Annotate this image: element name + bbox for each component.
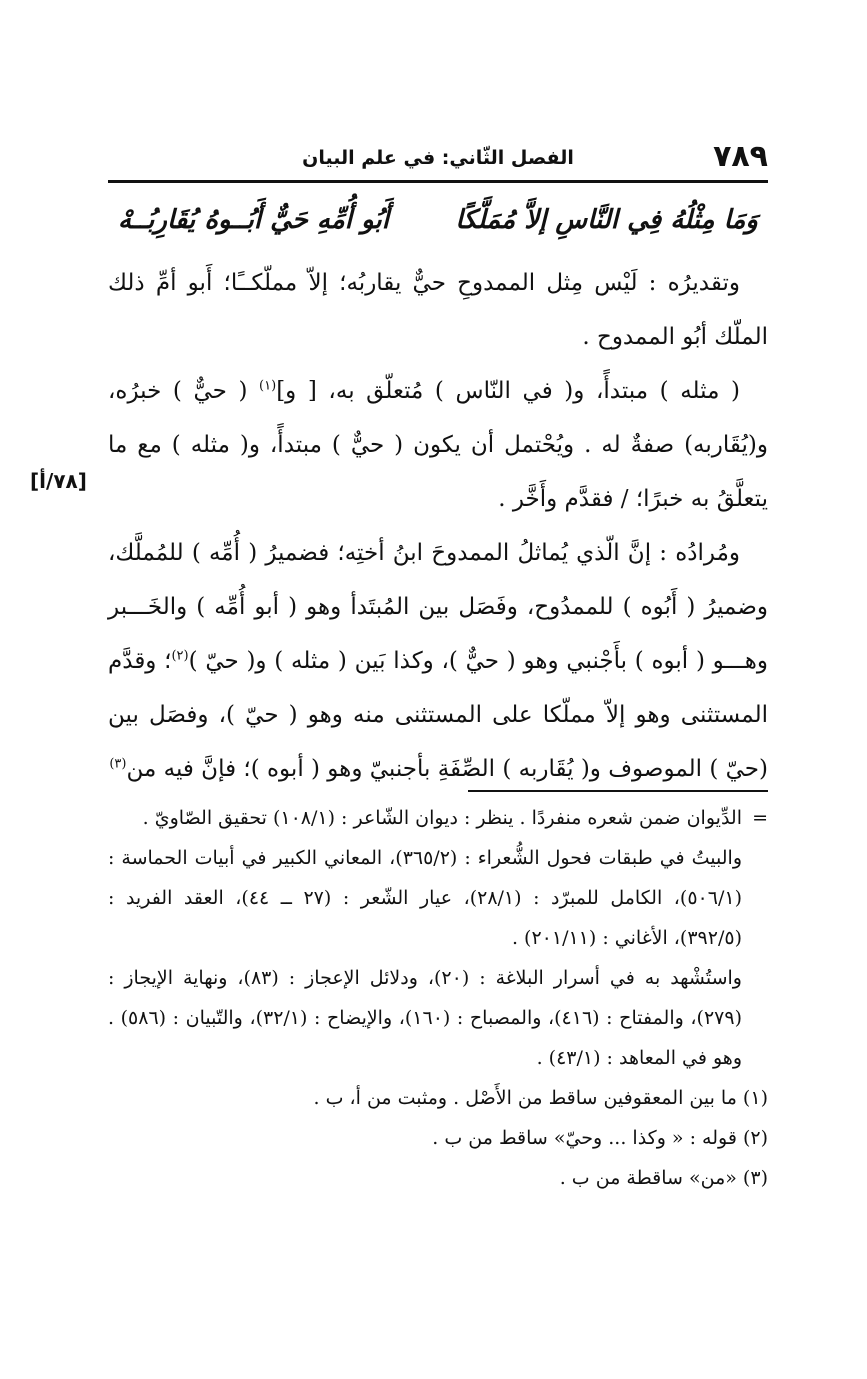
- paragraph: وتقديرُه : لَيْس مِثل الممدوحِ حيٌّ يقاربُه؛ إلاّ مملّكــًا؛ أَبو أمِّ ذلك الملّك أبُو الممدوح .: [108, 270, 768, 350]
- page-number: ٧٨٩: [713, 139, 768, 174]
- footnote-2: (٢) قوله : « وكذا ... وحيّ» ساقط من ب .: [432, 1127, 768, 1149]
- paragraph-text: ( مثله ) مبتدأً، و( في النّاس ) مُتعلّق به، [ و]: [276, 378, 740, 404]
- footnote-text: الدِّيوان ضمن شعره منفردًا . ينظر : ديوان الشّاعر : (١٠٨/١) تحقيق الصّاويّ .: [142, 807, 742, 829]
- chapter-title: الفصل الثّاني: في علم البيان: [302, 147, 574, 169]
- verse-second-hemistich: أَبُو أُمِّهِ حَيٌّ أَبُــوهُ يُقَارِبُــهْ: [118, 205, 389, 235]
- manuscript-folio-marker: [٧٨/أ]: [30, 469, 87, 493]
- header-divider: [108, 180, 768, 183]
- footnote-1: (١) ما بين المعقوفين ساقط من الأَصْل . ومثبت من أ، ب .: [313, 1087, 768, 1109]
- main-text: [108, 256, 768, 796]
- paragraph: [108, 364, 768, 526]
- paragraph-text: ( حيٌّ ) خبرُه، و(يُقَاربه) صفةٌ له . ويُحْتمل أن يكون ( حيٌّ ) مبتدأً، و( مثله ) مع ما يتعلَّقُ به خبرًا؛ / فقدَّم وأَخَّر .: [108, 378, 768, 512]
- footnote-text: والبيتُ في طبقات فحول الشُّعراء : (٣٦٥/٢)، المعاني الكبير في أبيات الحماسة : (٥٠٦/١)، الكامل للمبرّد : (٢٨/١)، عيار الشّعر : (٢٧ ــ ٤٤)، العقد الفريد : (٣٩٢/٥)، الأغاني : (٢٠١/١١) .: [108, 847, 742, 949]
- paragraph-text: ومُرادُه : إنَّ الّذي يُماثلُ الممدوحَ ابنُ أختِه؛ فضميرُ ( أُمِّه ) للمُملَّك، وضميرُ ( أَبُوه ) للممدُوح، وفَصَل بين المُبتَدأ وهو ( أبو أُمِّه ) والخَـــبر وهـــو ( أبوه ) بأَجْنبي وهو ( حيٌّ )، وكذا بَين ( مثله ) و( حيّ ): [108, 540, 768, 674]
- footnote-ref: (١): [259, 378, 277, 394]
- footnote-3: (٣) «من» ساقطة من ب .: [559, 1167, 768, 1189]
- footnote-ref: (٢): [171, 648, 189, 664]
- running-header: [108, 138, 768, 180]
- footnote-text: واستُشْهد به في أسرار البلاغة : (٢٠)، ودلائل الإعجاز : (٨٣)، ونهاية الإيجاز : (٢٧٩)، والمفتاح : (٤١٦)، والمصباح : (١٦٠)، والإيضاح : (٣٢/١)، والتّبيان : (٥٨٦) . وهو في المعاهد : (٤٣/١) .: [108, 967, 742, 1069]
- poetry-verse: [118, 196, 758, 244]
- paragraph: [108, 526, 768, 796]
- footnote-ref: (٣): [109, 756, 127, 772]
- footnote-divider: [468, 790, 768, 792]
- paragraph-text: ؛ وقدَّم المستثنى وهو إلاّ مملّكا على المستثنى منه وهو ( حيّ )، وفصَل بين (حيّ ) الموصوف و( يُقَاربه ) الصِّفَةِ بأجنبيّ وهو ( أبوه )؛ فإنَّ فيه من: [108, 648, 768, 782]
- continuation-mark: =: [752, 807, 768, 829]
- footnote-continuation: [108, 798, 768, 1078]
- verse-first-hemistich: وَمَا مِثْلُهُ فِي النَّاسِ إلاَّ مُمَلَّكًا: [455, 205, 758, 235]
- footnotes: [108, 798, 768, 1198]
